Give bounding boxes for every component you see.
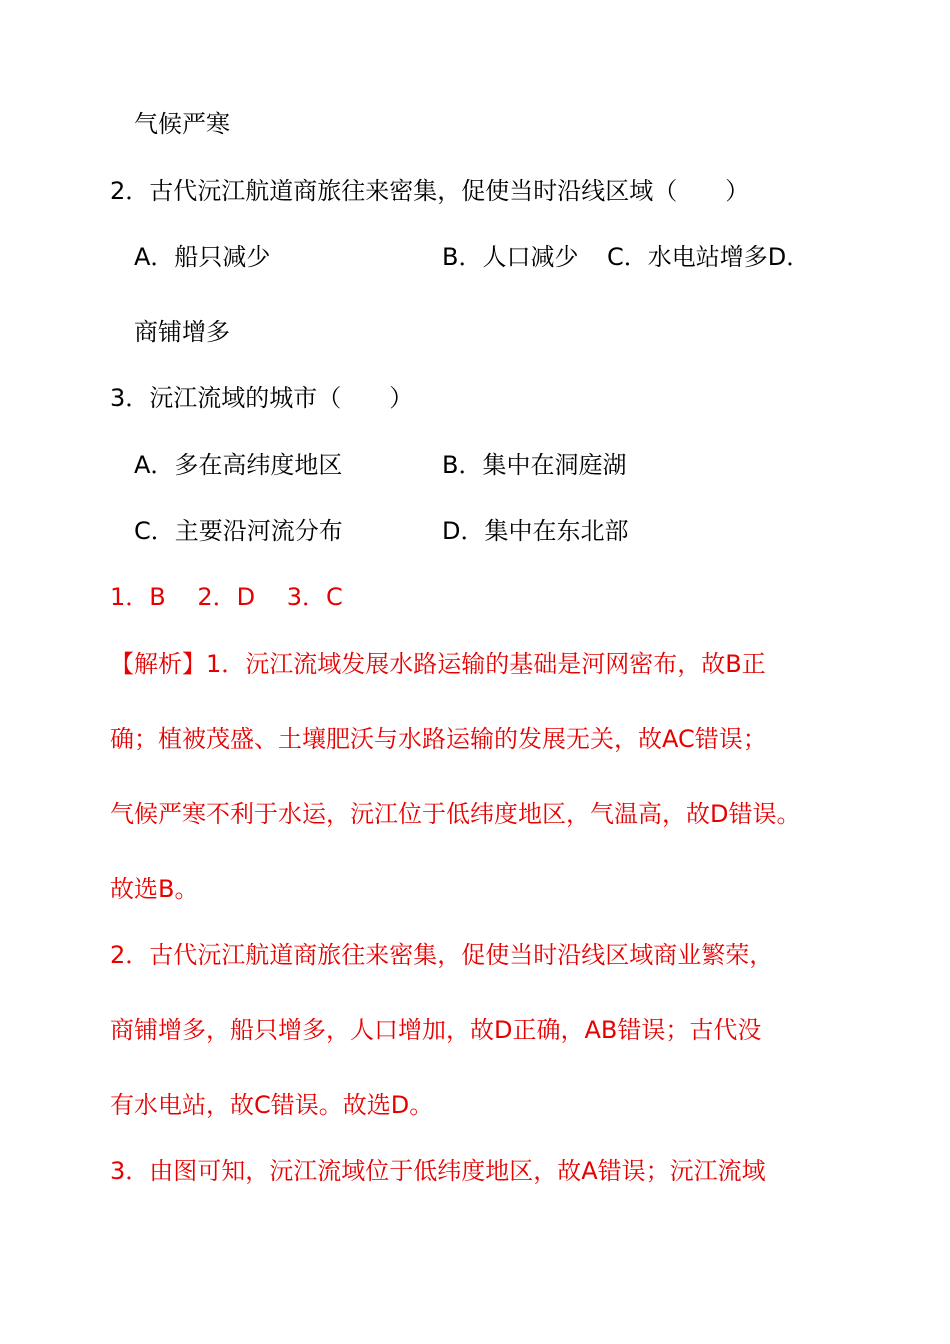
analysis-line: 有水电站，故C错误。故选D。 bbox=[110, 1091, 434, 1119]
analysis-line: 商铺增多，船只增多，人口增加，故D正确，AB错误；古代没 bbox=[110, 1016, 762, 1044]
question-3-option-b: B．集中在洞庭湖 bbox=[442, 451, 627, 479]
analysis-line: 故选B。 bbox=[110, 875, 199, 903]
analysis-line: 2．古代沅江航道商旅往来密集，促使当时沿线区域商业繁荣， bbox=[110, 941, 774, 969]
question-3-stem: 3．沅江流域的城市（ ） bbox=[110, 384, 414, 412]
question-3-option-a: A．多在高纬度地区 bbox=[134, 451, 343, 479]
question-2-option-a: A．船只减少 bbox=[134, 243, 271, 271]
previous-option-continuation: 气候严寒 bbox=[134, 110, 230, 138]
analysis-line: 3．由图可知，沅江流域位于低纬度地区，故A错误；沅江流域 bbox=[110, 1157, 766, 1185]
answer-key: 1．B 2．D 3．C bbox=[110, 583, 343, 611]
question-2-stem: 2．古代沅江航道商旅往来密集，促使当时沿线区域（ ） bbox=[110, 177, 750, 205]
analysis-line: 【解析】1．沅江流域发展水路运输的基础是河网密布，故B正 bbox=[110, 650, 766, 678]
question-3-option-d: D．集中在东北部 bbox=[442, 517, 629, 545]
question-2-option-c: C．水电站增多D． bbox=[607, 243, 811, 271]
question-3-option-c: C．主要沿河流分布 bbox=[134, 517, 343, 545]
question-2-option-d: 商铺增多 bbox=[134, 318, 230, 346]
analysis-line: 确；植被茂盛、土壤肥沃与水路运输的发展无关，故AC错误； bbox=[110, 725, 767, 753]
analysis-line: 气候严寒不利于水运，沅江位于低纬度地区，气温高，故D错误。 bbox=[110, 800, 801, 828]
question-2-option-b: B．人口减少 bbox=[442, 243, 579, 271]
